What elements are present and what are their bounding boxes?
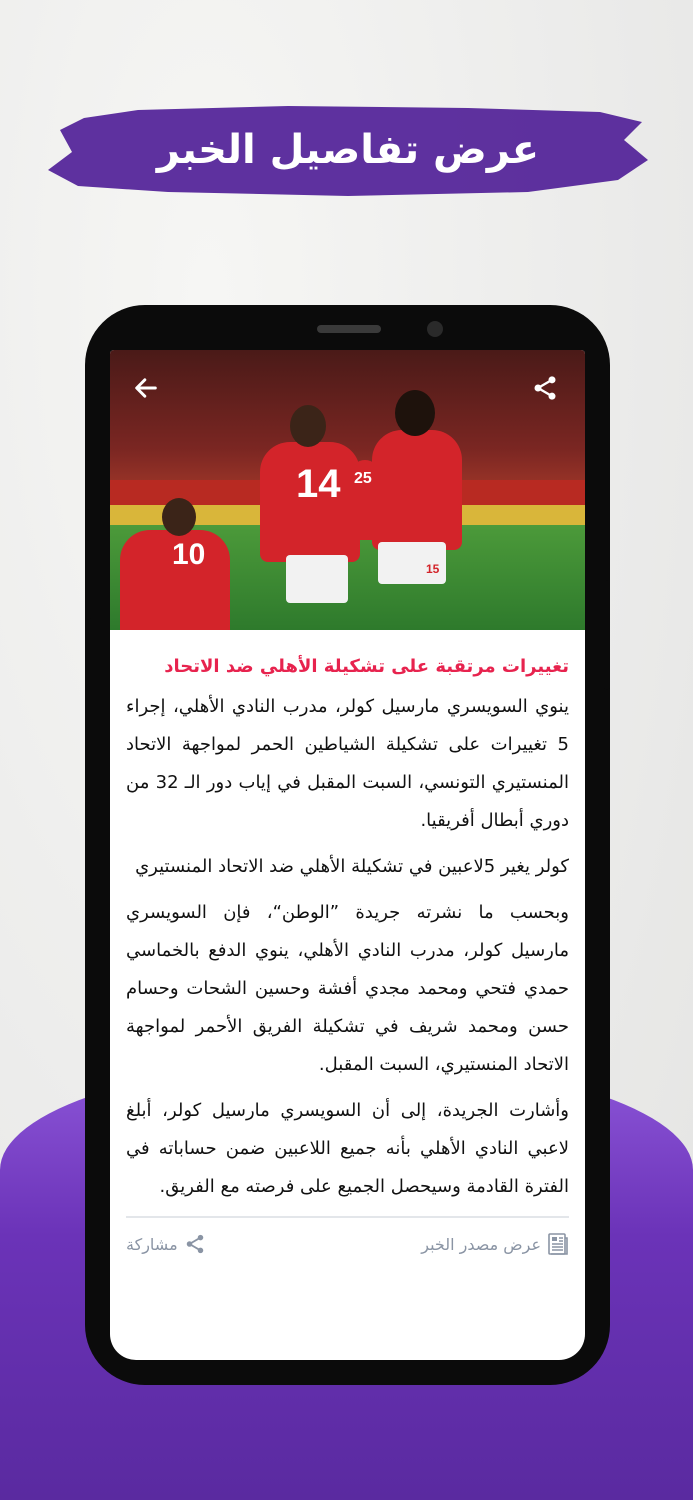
view-source-label: عرض مصدر الخبر <box>421 1234 541 1254</box>
article-headline: تغييرات مرتقبة على تشكيلة الأهلي ضد الاتحاد <box>164 656 569 677</box>
article-paragraph: وبحسب ما نشرته جريدة ”الوطن“، فإن السويسري مارسيل كولر، مدرب النادي الأهلي، ينوي الدفع بالخماسي حمدي فتحي ومحمد مجدي أفشة وحسين الشحات وحسام حسن ومحمد شريف في تشكيلة الفريق الأحمر لمواجهة الاتحاد المنستيري، السبت المقبل. <box>126 902 569 1075</box>
player-shorts <box>378 542 446 584</box>
side-button <box>85 460 91 510</box>
article-actions <box>110 1218 585 1270</box>
view-source-button[interactable] <box>421 1232 569 1256</box>
share-icon <box>531 374 559 402</box>
side-button <box>604 580 610 690</box>
camera <box>427 321 443 337</box>
newspaper-icon <box>547 1232 569 1256</box>
jersey-number: 14 <box>296 462 341 506</box>
share-article-button[interactable] <box>126 1233 206 1255</box>
article-paragraph: ينوي السويسري مارسيل كولر، مدرب النادي الأهلي، إجراء 5 تغييرات على تشكيلة الشياطين الحمر لمواجهة الاتحاد المنستيري التونسي، السبت المقبل في إياب دور الـ 32 من دوري أبطال أفريقيا. <box>126 696 569 831</box>
screen <box>110 350 585 1360</box>
player-head <box>290 405 326 447</box>
player-shorts <box>286 555 348 603</box>
arrow-left-icon <box>132 374 160 402</box>
article <box>110 654 585 1218</box>
player <box>372 430 462 550</box>
side-button <box>85 540 91 620</box>
share-label: مشاركة <box>126 1234 178 1254</box>
banner <box>48 100 648 200</box>
banner-title: عرض تفاصيل الخبر <box>156 127 540 173</box>
speaker <box>317 325 381 333</box>
player <box>120 530 230 630</box>
jersey-number: 15 <box>426 562 440 576</box>
player-head <box>395 390 435 436</box>
share-icon <box>184 1233 206 1255</box>
phone-frame <box>85 305 610 1385</box>
jersey-number: 10 <box>172 538 206 571</box>
jersey-number: 25 <box>354 470 372 487</box>
share-button[interactable] <box>529 372 561 404</box>
player-head <box>162 498 196 536</box>
back-button[interactable] <box>130 372 162 404</box>
hero-image <box>110 350 585 630</box>
article-paragraph: وأشارت الجريدة، إلى أن السويسري مارسيل كولر، أبلغ لاعبي النادي الأهلي بأنه جميع اللاعبين ضمن حساباته في الفترة القادمة وسيحصل الجميع على فرصته مع الفريق. <box>126 1100 569 1197</box>
player <box>260 442 360 562</box>
article-paragraph: كولر يغير 5لاعبين في تشكيلة الأهلي ضد الاتحاد المنستيري <box>135 856 569 877</box>
